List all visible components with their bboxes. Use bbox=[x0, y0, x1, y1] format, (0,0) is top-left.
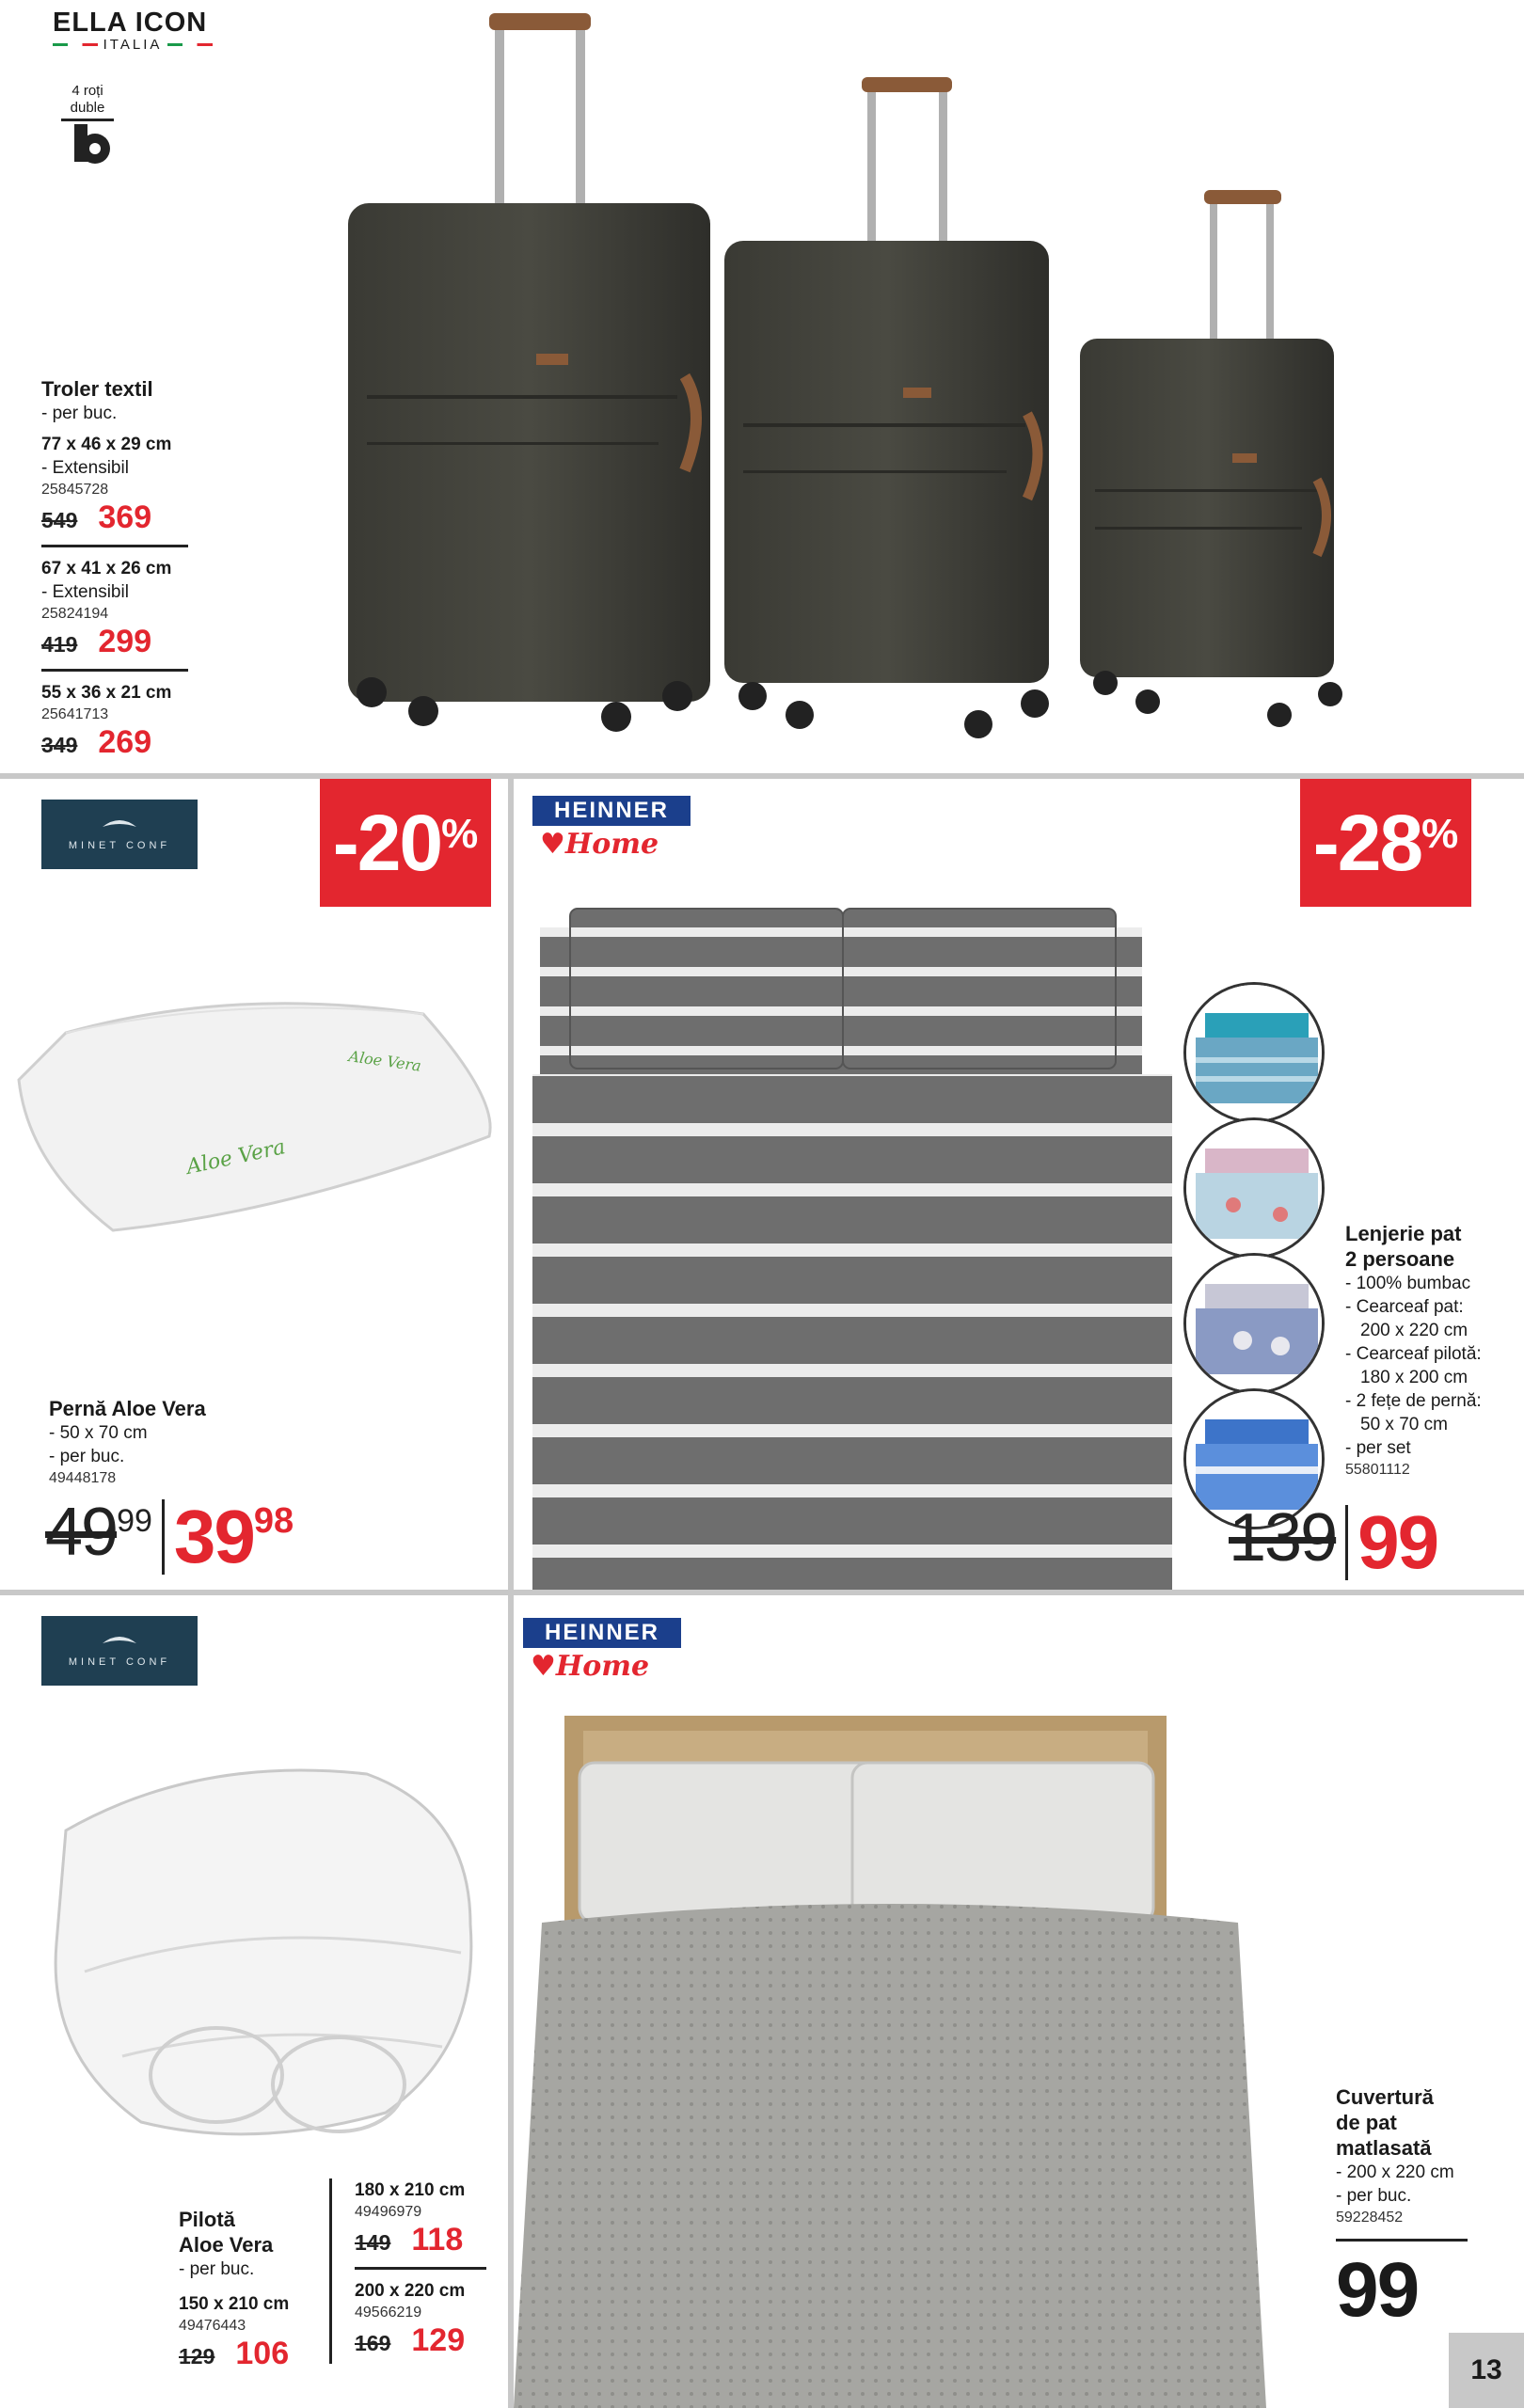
color-variant-thumb[interactable] bbox=[1183, 1253, 1325, 1394]
cuvertura-title: de pat bbox=[1336, 2111, 1397, 2134]
perna-price bbox=[45, 1494, 294, 1580]
old-price-dec: 99 bbox=[117, 1503, 152, 1539]
cuvertura-code: 59228452 bbox=[1336, 2210, 1404, 2226]
variant-dim: 200 x 220 cm bbox=[355, 2281, 466, 2301]
discount-badge bbox=[320, 779, 491, 907]
lenjerie-line: - Cearceaf pilotă: bbox=[1345, 1344, 1482, 1364]
color-variant-thumb[interactable] bbox=[1183, 1117, 1325, 1259]
troler-variant bbox=[41, 557, 192, 672]
cuvertura-title: Cuvertură bbox=[1336, 2085, 1434, 2109]
new-price: 299 bbox=[98, 624, 152, 659]
pilota-title: Aloe Vera bbox=[179, 2233, 274, 2257]
minet-conf-logo bbox=[41, 1616, 198, 1686]
suitcases-image bbox=[320, 0, 1373, 773]
heinner-text: HEINNER bbox=[523, 1618, 681, 1648]
troler-variant bbox=[41, 681, 192, 766]
perna-info bbox=[49, 1396, 206, 1488]
troler-panel bbox=[0, 0, 1524, 773]
troler-unit: - per buc. bbox=[41, 404, 118, 423]
pilota-title: Pilotă bbox=[179, 2208, 235, 2231]
discount-percent: % bbox=[1421, 811, 1459, 857]
lenjerie-line: - 100% bumbac bbox=[1345, 1274, 1471, 1293]
new-price: 369 bbox=[98, 499, 152, 535]
lenjerie-info bbox=[1345, 1221, 1515, 1480]
pillow-image bbox=[9, 976, 499, 1240]
perna-code: 49448178 bbox=[49, 1470, 117, 1486]
lenjerie-title: 2 persoane bbox=[1345, 1247, 1455, 1271]
minet-brand-text: MINET CONF bbox=[68, 840, 171, 851]
troler-info bbox=[41, 376, 192, 766]
bedding-image bbox=[532, 899, 1172, 1590]
heinner-home-logo bbox=[532, 796, 691, 861]
old-price: 349 bbox=[41, 733, 78, 757]
ella-icon-logo bbox=[53, 8, 213, 53]
cuvertura-price: 99 bbox=[1336, 2247, 1419, 2333]
variant-code: 25845728 bbox=[41, 482, 109, 498]
cuvertura-title: matlasată bbox=[1336, 2136, 1432, 2160]
variant-dim: 67 x 41 x 26 cm bbox=[41, 559, 172, 578]
old-price: 169 bbox=[355, 2331, 391, 2355]
new-price: 106 bbox=[235, 2336, 290, 2371]
pilota-info bbox=[179, 2207, 329, 2377]
cuvertura-info bbox=[1336, 2084, 1515, 2333]
lenjerie-line: 200 x 220 cm bbox=[1360, 1321, 1468, 1340]
variant-note: - Extensibil bbox=[41, 458, 129, 478]
minet-conf-logo bbox=[41, 800, 198, 869]
minet-swirl-icon bbox=[101, 1634, 138, 1649]
lenjerie-line: 180 x 200 cm bbox=[1360, 1368, 1468, 1387]
lenjerie-line: - per set bbox=[1345, 1438, 1411, 1458]
cuvertura-line: - 200 x 220 cm bbox=[1336, 2162, 1454, 2182]
discount-number: -20 bbox=[332, 798, 442, 887]
home-text: Home bbox=[555, 1650, 650, 1683]
discount-percent: % bbox=[441, 811, 479, 857]
home-text: Home bbox=[564, 828, 659, 861]
pillow-label: Aloe Vera bbox=[184, 1135, 288, 1180]
variant-dim: 180 x 210 cm bbox=[355, 2180, 466, 2200]
home-wordmark bbox=[523, 1650, 681, 1683]
troler-variant bbox=[41, 433, 192, 547]
minet-brand-text: MINET CONF bbox=[68, 1656, 171, 1668]
bedspread-image bbox=[514, 1716, 1266, 2408]
lenjerie-line: 50 x 70 cm bbox=[1360, 1415, 1448, 1434]
troler-title: Troler textil bbox=[41, 377, 153, 401]
minet-swirl-icon bbox=[101, 817, 138, 832]
old-price: 419 bbox=[41, 632, 78, 657]
new-price-dec: 98 bbox=[253, 1501, 294, 1541]
pilota-variants bbox=[329, 2178, 489, 2364]
wheels-label: 4 roți duble bbox=[70, 83, 105, 116]
variant-dim: 150 x 210 cm bbox=[179, 2294, 290, 2314]
home-wordmark bbox=[532, 828, 691, 861]
variant-code: 25641713 bbox=[41, 706, 109, 722]
new-price-int: 39 bbox=[173, 1495, 254, 1578]
heinner-home-logo bbox=[523, 1618, 681, 1683]
wheel-icon bbox=[57, 119, 118, 171]
duvet-image bbox=[28, 1736, 499, 2150]
new-price: 269 bbox=[98, 724, 152, 760]
cuvertura-panel bbox=[514, 1595, 1524, 2408]
perna-panel bbox=[0, 779, 508, 1590]
variant-code: 49496979 bbox=[355, 2204, 422, 2220]
pilota-panel bbox=[0, 1595, 508, 2408]
variant-note: - Extensibil bbox=[41, 582, 129, 602]
lenjerie-panel bbox=[514, 779, 1524, 1590]
variant-code: 25824194 bbox=[41, 606, 109, 622]
lenjerie-line: - 2 fețe de pernă: bbox=[1345, 1391, 1482, 1411]
lenjerie-code: 55801112 bbox=[1345, 1462, 1410, 1478]
discount-badge bbox=[1300, 779, 1471, 907]
variant-dim: 77 x 46 x 29 cm bbox=[41, 435, 172, 454]
discount-number: -28 bbox=[1312, 798, 1422, 887]
lenjerie-line: - Cearceaf pat: bbox=[1345, 1297, 1464, 1317]
color-variant-thumb[interactable] bbox=[1183, 982, 1325, 1123]
perna-line: - per buc. bbox=[49, 1447, 125, 1466]
pilota-unit: - per buc. bbox=[179, 2259, 255, 2279]
wheels-badge bbox=[55, 83, 120, 176]
logo-name: ELLA ICON bbox=[53, 8, 208, 38]
pillow-label: Aloe Vera bbox=[347, 1047, 422, 1075]
old-price-int: 49 bbox=[45, 1495, 118, 1570]
old-price: 549 bbox=[41, 508, 78, 532]
perna-line: - 50 x 70 cm bbox=[49, 1423, 148, 1443]
lenjerie-title: Lenjerie pat bbox=[1345, 1222, 1462, 1245]
cuvertura-line: - per buc. bbox=[1336, 2186, 1412, 2206]
lenjerie-price bbox=[1229, 1499, 1437, 1586]
new-price-int: 99 bbox=[1357, 1500, 1438, 1584]
old-price-int: 139 bbox=[1229, 1500, 1337, 1576]
old-price: 149 bbox=[355, 2230, 391, 2255]
variant-code: 49476443 bbox=[179, 2318, 246, 2334]
heart-icon: ♥ bbox=[540, 828, 565, 861]
logo-sub: ITALIA bbox=[103, 37, 163, 53]
old-price: 129 bbox=[179, 2344, 215, 2368]
new-price: 118 bbox=[411, 2222, 464, 2258]
variant-code: 49566219 bbox=[355, 2305, 422, 2321]
page-number: 13 bbox=[1449, 2333, 1524, 2408]
variant-dim: 55 x 36 x 21 cm bbox=[41, 683, 172, 703]
heinner-text: HEINNER bbox=[532, 796, 691, 826]
new-price: 129 bbox=[411, 2322, 466, 2358]
perna-title: Pernă Aloe Vera bbox=[49, 1397, 206, 1420]
heart-icon: ♥ bbox=[531, 1650, 556, 1683]
